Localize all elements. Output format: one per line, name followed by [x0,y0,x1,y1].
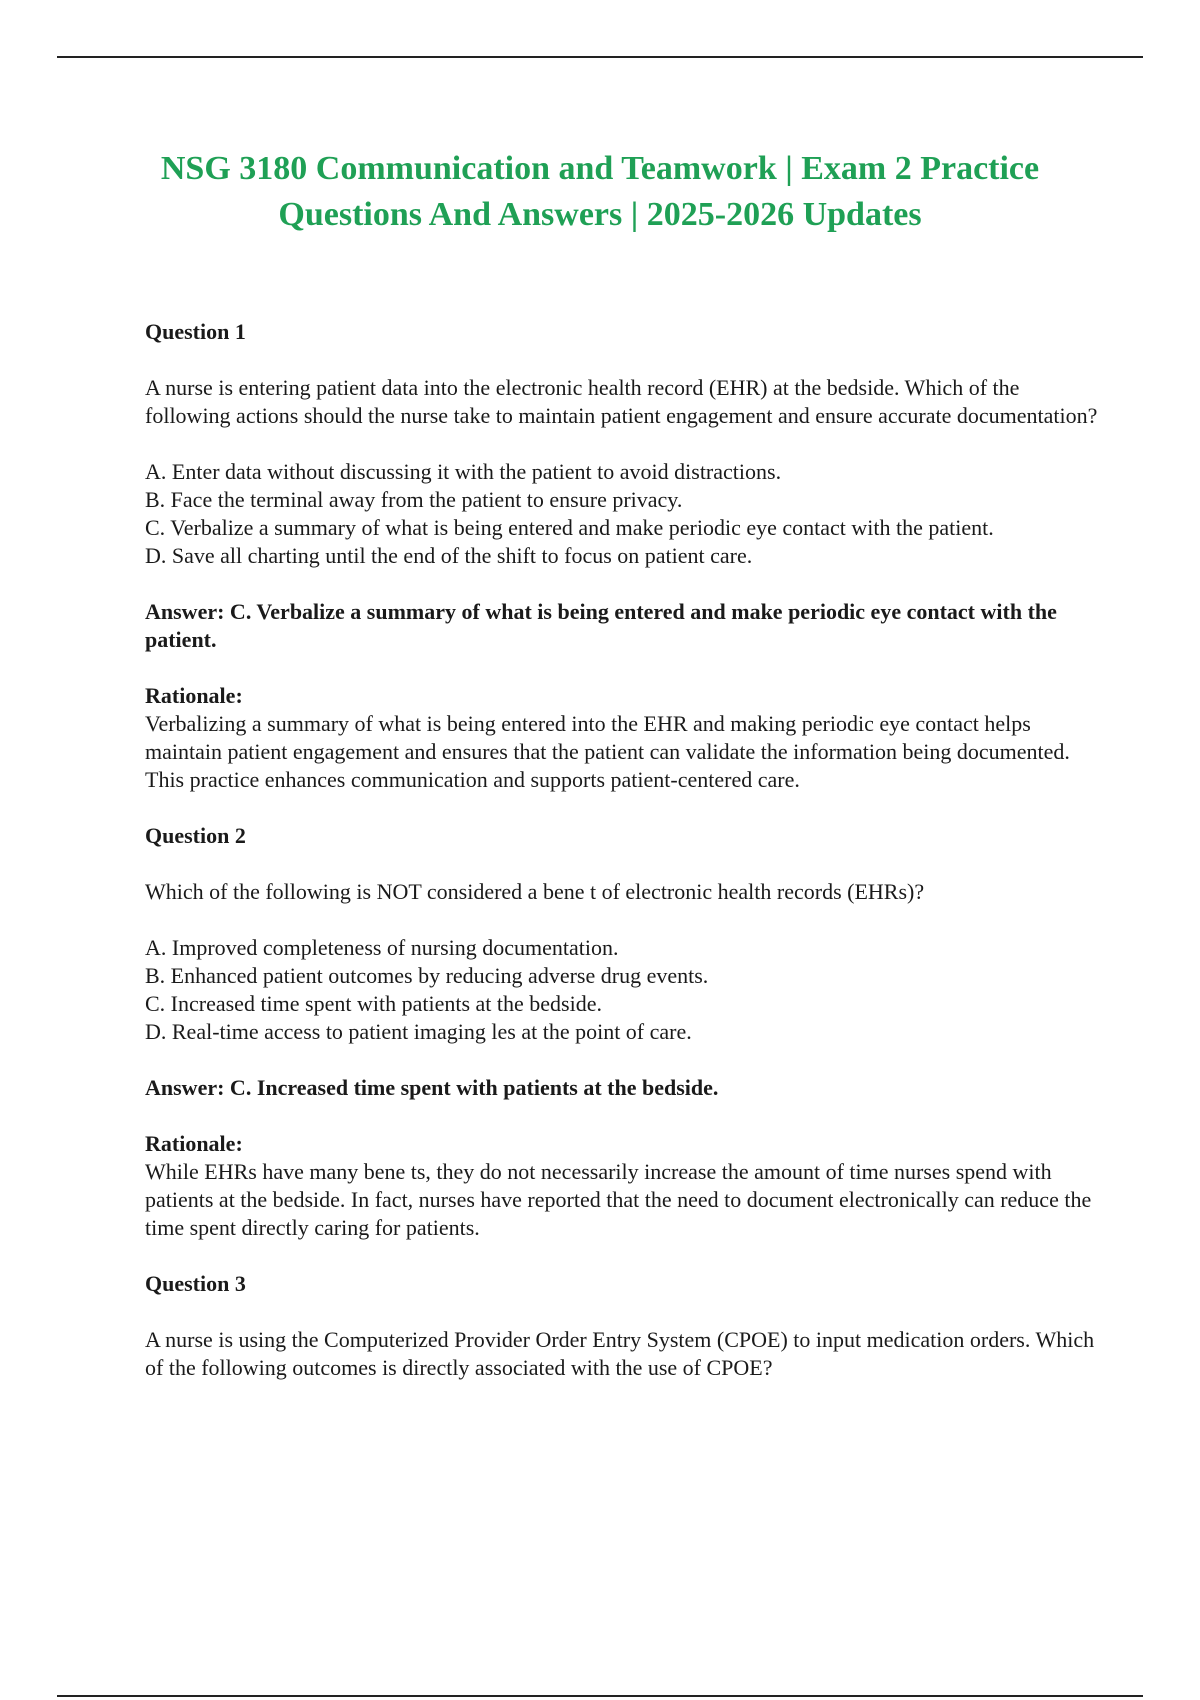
option-a: A. Enter data without discussing it with the patient to avoid distractions. [145,459,782,484]
option-c: C. Verbalize a summary of what is being entered and make periodic eye contact with the patient. [145,515,994,540]
question-block-2 [145,822,1105,1242]
question-block-3 [145,1270,1105,1382]
option-d: D. Real-time access to patient imaging les at the point of care. [145,1019,692,1044]
header-divider [57,56,1143,58]
title-line-2: Questions And Answers | 2025-2026 Updates [278,196,922,233]
option-d: D. Save all charting until the end of the shift to focus on patient care. [145,543,753,568]
correct-answer: Answer: C. Increased time spent with patients at the bedside. [145,1075,719,1100]
rationale-text: While EHRs have many bene ts, they do not necessarily increase the amount of time nurses spend with patients at the bedside. In fact, nurses have reported that the need to document electronically can reduce the time spent directly caring for patients. [145,1159,1092,1240]
option-a: A. Improved completeness of nursing documentation. [145,935,619,960]
page-title [100,146,1100,238]
question-stem: A nurse is using the Computerized Provider Order Entry System (CPOE) to input medication orders. Which of the following outcomes is directly associated with the use of CPOE? [145,1327,1095,1380]
question-block-1 [145,318,1105,794]
option-b: B. Face the terminal away from the patient to ensure privacy. [145,487,683,512]
answer-options [145,934,1105,1046]
answer-options [145,458,1105,570]
question-stem: Which of the following is NOT considered a bene t of electronic health records (EHRs)? [145,879,925,904]
document-body [145,318,1105,1410]
rationale-label: Rationale: [145,1131,243,1156]
rationale-label: Rationale: [145,683,243,708]
footer-divider [57,1695,1143,1697]
question-heading: Question 3 [145,1271,246,1296]
rationale-text: Verbalizing a summary of what is being entered into the EHR and making periodic eye contact helps maintain patient engagement and ensures that the patient can validate the information being documented. This practice enhances communication and supports patient-centered care. [145,711,1070,792]
correct-answer: Answer: C. Verbalize a summary of what is being entered and make periodic eye contact with the patient. [145,599,1057,652]
title-line-1: NSG 3180 Communication and Teamwork | Exam 2 Practice [160,150,1040,187]
option-b: B. Enhanced patient outcomes by reducing adverse drug events. [145,963,709,988]
question-stem: A nurse is entering patient data into the electronic health record (EHR) at the bedside. Which of the following actions should the nurse take to maintain patient engagement and ensure accurate documentation? [145,375,1098,428]
option-c: C. Increased time spent with patients at the bedside. [145,991,602,1016]
question-heading: Question 1 [145,319,246,344]
question-heading: Question 2 [145,823,246,848]
